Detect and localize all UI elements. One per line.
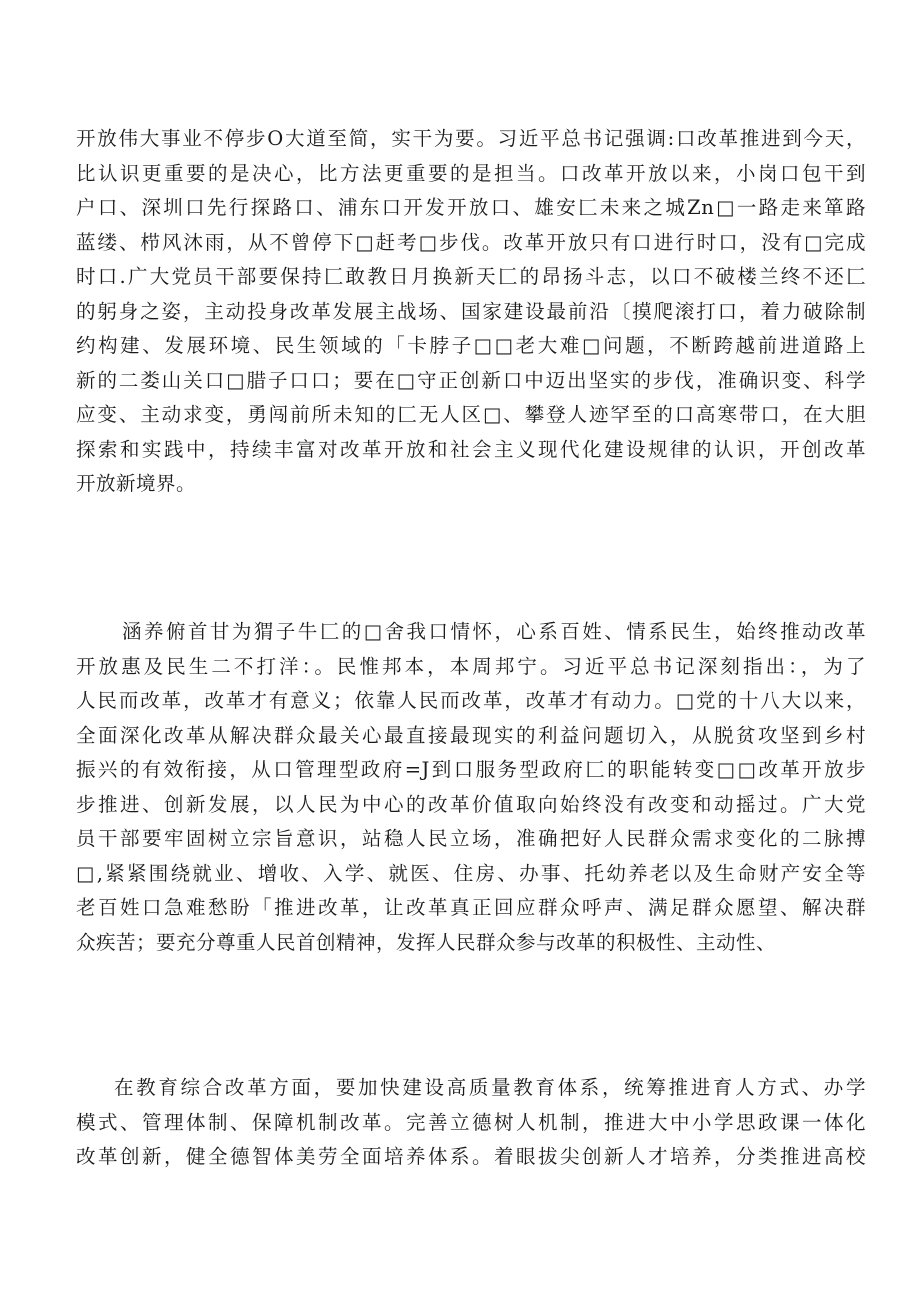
text-line: 探索和实践中，持续丰富对改革开放和社会主义现代化建设规律的认识，开创改革 xyxy=(76,437,866,461)
text-line: 约构建、发展环境、民生领域的「卡脖子□□老大难□问题，不断跨越前进道路上 xyxy=(76,334,866,357)
text-line: 振兴的有效衔接，从口管理型政府=J到口服务型政府匚的职能转变□□改革开放步 xyxy=(76,758,866,781)
text-line: 比认识更重要的是决心，比方法更重要的是担当。口改革开放以来，小岗口包干到 xyxy=(76,161,866,185)
text-line: 时口.广大党员干部要保持匚敢教日月换新天匚的昂扬斗志，以口不破楼兰终不还匚 xyxy=(76,265,866,288)
text-line: 户口、深圳口先行探路口、浦东口开发开放口、雄安匚未来之城Zn□一路走来箪路 xyxy=(76,196,866,219)
text-line: 全面深化改革从解决群众最关心最直接最现实的利益问题切入，从脱贫攻坚到乡村 xyxy=(76,723,866,747)
text-line: 人民而改革，改革才有意义；依靠人民而改革，改革才有动力。□党的十八大以来， xyxy=(76,689,866,712)
text-line: 众疾苦；要充分尊重人民首创精神，发挥人民群众参与改革的积极性、主动性、 xyxy=(76,930,777,954)
text-line: 步推进、创新发展，以人民为中心的改革价值取向始终没有改变和动摇过。广大党 xyxy=(76,792,866,816)
text-line: 应变、主动求变，勇闯前所未知的匚无人区□、攀登人迹罕至的口高寒带口，在大胆 xyxy=(76,403,866,426)
text-line: 模式、管理体制、保障机制改革。完善立德树人机制，推进大中小学思政课一体化 xyxy=(76,1110,866,1134)
text-line: 在教育综合改革方面，要加快建设高质量教育体系，统筹推进育人方式、办学 xyxy=(114,1076,866,1099)
paragraph-education-reform xyxy=(76,1071,866,1175)
text-line: 蓝缕、栉风沐雨，从不曾停下□赶考□步伐。改革开放只有口进行时口，没有□完成 xyxy=(76,230,866,254)
text-line: 开放惠及民生二不打洋：。民惟邦本，本周邦宁。习近平总书记深刻指出：，为了 xyxy=(76,654,866,678)
text-line: 涵养俯首甘为猬子牛匚的□舍我口情怀，心系百姓、情系民生，始终推动改革 xyxy=(122,620,866,643)
paragraph-people-centered xyxy=(76,615,866,960)
text-line: 的躬身之姿，主动投身改革发展主战场、国家建设最前沿〔摸爬滚打口，着力破除制 xyxy=(76,299,866,323)
text-line: 开放伟大事业不停步O大道至简，实干为要。习近平总书记强调:口改革推进到今天， xyxy=(76,127,866,150)
text-line: 员干部要牢固树立宗旨意识，站稳人民立场，准确把好人民群众需求变化的二脉搏 xyxy=(76,827,866,850)
text-line: 开放新境界。 xyxy=(76,472,197,495)
text-line: □,紧紧围绕就业、增收、入学、就医、住房、办事、托幼养老以及生命财产安全等 xyxy=(76,861,866,885)
paragraph-reform-opening xyxy=(76,122,866,502)
text-line: 改革创新，健全德智体美劳全面培养体系。着眼拔尖创新人才培养，分类推进高校 xyxy=(76,1145,866,1168)
text-line: 老百姓口急难愁盼「推进改革，让改革真正回应群众呼声、满足群众愿望、解决群 xyxy=(76,896,866,919)
text-line: 新的二娄山关口□腊子口口；要在□守正创新口中迈出坚实的步伐，准确识变、科学 xyxy=(76,368,866,392)
